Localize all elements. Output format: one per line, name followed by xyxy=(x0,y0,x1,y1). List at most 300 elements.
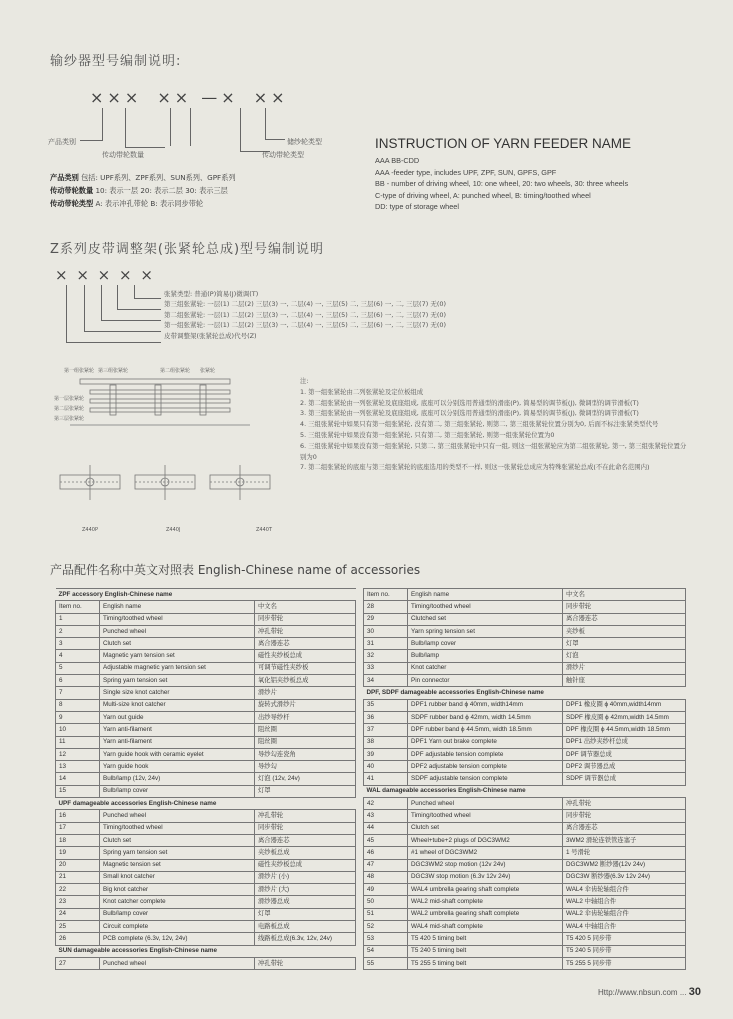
table-cell-cn: 离合器连芯 xyxy=(563,822,686,834)
table-cell-no: Item no. xyxy=(364,589,408,601)
table-cell-no: 54 xyxy=(364,945,408,957)
table-cell-cn: T5 255 5 同步带 xyxy=(563,957,686,969)
table-cell-cn: 滑纱器总成 xyxy=(255,896,356,908)
table-cell-cn: 磁性夹纱板总成 xyxy=(255,859,356,871)
table-section-row xyxy=(56,589,356,601)
table-cell-no: 32 xyxy=(364,650,408,662)
z-legend-line: 第三组张紧轮: 一层(1) 二层(2) 三层(3) 一, 二层(4) 一, 三层(5) 二, 三层(6) 一, 二, 三层(7) 无(0) xyxy=(164,300,447,309)
table-section-row xyxy=(364,785,686,797)
table-cell-en: DPF rubber band ϕ 44.5mm, width 18.5mm xyxy=(408,724,563,736)
table-row xyxy=(364,921,686,933)
table-section-title: DPF, SDPF damageable accessories English-Chinese name xyxy=(364,687,686,699)
table-cell-no: 34 xyxy=(364,675,408,687)
table-row xyxy=(364,601,686,613)
table-cell-cn: T5 420 5 同步带 xyxy=(563,933,686,945)
table-cell-no: 38 xyxy=(364,736,408,748)
table-cell-no: 6 xyxy=(56,675,100,687)
table-row xyxy=(56,957,356,969)
table-row xyxy=(56,675,356,687)
z-legend-line: 皮带调整架(张紧轮总成)代号(Z) xyxy=(164,331,257,340)
cn-def-row xyxy=(50,171,236,184)
note-item: 5. 三组张紧轮中如果没有第一组张紧轮, 只有第二, 第三组张紧轮, 则第一组张紧轮位置为0 xyxy=(300,430,555,439)
en-instruction-body xyxy=(375,155,628,213)
table-cell-cn: 冲孔带轮 xyxy=(255,625,356,637)
table-cell-no: 20 xyxy=(56,859,100,871)
table-cell-en: WAL4 umbrella gearing shaft complete xyxy=(408,884,563,896)
table-cell-cn: DPF 橡皮圈 ϕ 44.5mm,width 18.5mm xyxy=(563,724,686,736)
code-x: × xyxy=(271,88,289,107)
table-cell-en: Bulb/lamp cover xyxy=(100,908,255,920)
table-cell-en: PCB complete (6.3v, 12v, 24v) xyxy=(100,933,255,945)
table-cell-cn: 导纱勾 xyxy=(255,761,356,773)
table-cell-no: 30 xyxy=(364,625,408,637)
table-cell-cn: 冲孔带轮 xyxy=(255,810,356,822)
table-cell-cn: 1 号滑轮 xyxy=(563,847,686,859)
page-footer: Http://www.nbsun.com ... 30 xyxy=(598,986,701,998)
table-row xyxy=(56,884,356,896)
table-row xyxy=(364,822,686,834)
table-cell-cn: 同步带轮 xyxy=(255,822,356,834)
z-legend-line: 张紧类型: 普通(P)简易(J)微调(T) xyxy=(164,290,259,298)
table-cell-no: 11 xyxy=(56,736,100,748)
note-item: 6. 三组张紧轮中如果没有第一组张紧轮, 只第二, 第三组张紧轮中只有一组, 则这一组张紧轮应为第二组张紧轮, 第一, 第三组张紧轮位置分别为0 xyxy=(300,441,687,461)
table-cell-en: Punched wheel xyxy=(100,625,255,637)
table-row xyxy=(56,687,356,699)
table-row xyxy=(56,625,356,637)
table-row xyxy=(56,748,356,760)
table-cell-cn: DPF2 调节器总成 xyxy=(563,761,686,773)
en-line: DD: type of storage wheel xyxy=(375,202,459,211)
table-cell-no: 25 xyxy=(56,921,100,933)
table-cell-en: Pin connector xyxy=(408,675,563,687)
table-cell-cn: WAL4 伞齿轮轴组合件 xyxy=(563,884,686,896)
table-row xyxy=(56,921,356,933)
table-cell-en: Yarn guide hook with ceramic eyelet xyxy=(100,748,255,760)
table-cell-en: Punched wheel xyxy=(100,957,255,969)
table-cell-cn: 阻丝圈 xyxy=(255,736,356,748)
table-cell-en: Bulb/lamp cover xyxy=(100,785,255,797)
fig-label: 第二组张紧轮 xyxy=(160,368,191,374)
table-cell-no: 17 xyxy=(56,822,100,834)
z-code-pattern: × × × × × xyxy=(55,266,155,284)
table-cell-no: 28 xyxy=(364,601,408,613)
table-cell-no: 37 xyxy=(364,724,408,736)
cn-def-term: 产品类别 xyxy=(50,173,79,182)
table-cell-en: Punched wheel xyxy=(408,798,563,810)
table-cell-cn: DGC3W 断纱器(6.3v 12v 24v) xyxy=(563,871,686,883)
table-cell-cn: 线路板总成(6.3v, 12v, 24v) xyxy=(255,933,356,945)
table-row xyxy=(56,785,356,797)
note-item: 1. 第一组张紧轮由二列张紧轮及定位板组成 xyxy=(300,387,424,396)
table-cell-en: DGC3WM2 stop motion (12v 24v) xyxy=(408,859,563,871)
table-row xyxy=(56,908,356,920)
label-product-type: 产品类别 xyxy=(48,138,76,146)
table-cell-no: 50 xyxy=(364,896,408,908)
table-cell-en: Spring yarn tension set xyxy=(100,675,255,687)
table-cell-cn: 旋转式滑纱片 xyxy=(255,699,356,711)
table-row xyxy=(56,933,356,945)
label-storage-type: 储纱轮类型 xyxy=(287,138,322,146)
table-section-title: WAL damageable accessories English-Chinese name xyxy=(364,785,686,797)
table-cell-en: Yarn guide hook xyxy=(100,761,255,773)
tension-assembly-drawings xyxy=(50,365,290,545)
table-cell-cn: 夹纱板 xyxy=(563,625,686,637)
en-line: C-type of driving wheel, A: punched wheel, B: timing/toothed wheel xyxy=(375,190,591,200)
table-cell-cn: 同步带轮 xyxy=(563,810,686,822)
table-cell-cn: 导纱勾连瓷角 xyxy=(255,748,356,760)
table-cell-cn: 冲孔带轮 xyxy=(255,957,356,969)
table-cell-cn: SDPF 调节器总成 xyxy=(563,773,686,785)
table-row xyxy=(364,896,686,908)
table-cell-cn: 同步带轮 xyxy=(255,613,356,625)
table-row xyxy=(56,662,356,674)
table-cell-cn: DPF1 出纱夹纱杆总成 xyxy=(563,736,686,748)
table-cell-no: 52 xyxy=(364,921,408,933)
table-cell-no: 47 xyxy=(364,859,408,871)
table-cell-no: 53 xyxy=(364,933,408,945)
table-cell-cn: DPF1 橡皮圈 ϕ 40mm,width14mm xyxy=(563,699,686,711)
table-cell-no: 46 xyxy=(364,847,408,859)
table-cell-en: Yarn anti-filament xyxy=(100,724,255,736)
table-row xyxy=(364,859,686,871)
label-wheel-type: 传动带轮类型 xyxy=(262,151,304,159)
code-x: × xyxy=(253,88,272,107)
model-code-pattern xyxy=(90,88,289,107)
table-cell-cn: 阻丝圈 xyxy=(255,724,356,736)
cn-def-term: 传动带轮类型 xyxy=(50,199,94,208)
table-cell-no: 51 xyxy=(364,908,408,920)
table-row xyxy=(364,834,686,846)
table-cell-no: 2 xyxy=(56,625,100,637)
table-cell-en: Yarn spring tension set xyxy=(408,625,563,637)
table-cell-no: 1 xyxy=(56,613,100,625)
table-cell-en: DPF adjustable tension complete xyxy=(408,748,563,760)
table-cell-no: 3 xyxy=(56,638,100,650)
table-row xyxy=(56,871,356,883)
code-x: × xyxy=(107,88,125,107)
table-cell-cn: 灯罩 xyxy=(563,638,686,650)
table-cell-en: Spring yarn tension set xyxy=(100,847,255,859)
table-cell-en: DPF2 adjustable tension complete xyxy=(408,761,563,773)
table-cell-en: DPF1 Yarn out brake complete xyxy=(408,736,563,748)
table-cell-no: 16 xyxy=(56,810,100,822)
fig-label: 第一层张紧轮 xyxy=(54,396,85,402)
table-row xyxy=(56,859,356,871)
table-cell-en: SDPF adjustable tension complete xyxy=(408,773,563,785)
table-cell-no: 27 xyxy=(56,957,100,969)
assembly-drawing-svg xyxy=(50,365,290,545)
note-item: 7. 第二组张紧轮的底座与第三组张紧轮的底座选用的类型不一样, 则这一张紧轮总成应为特殊张紧轮总成(不在此命名范围内) xyxy=(300,463,650,472)
table-cell-en: DPF1 rubber band ϕ 40mm, width14mm xyxy=(408,699,563,711)
table-section-row xyxy=(56,945,356,957)
notes-title: 注: xyxy=(300,377,309,385)
table-cell-no: 18 xyxy=(56,834,100,846)
table-cell-cn: 灯泡 xyxy=(563,650,686,662)
accessories-table-right xyxy=(363,588,686,970)
table-cell-cn: 冲孔带轮 xyxy=(563,798,686,810)
table-cell-en: Yarn out guide xyxy=(100,711,255,723)
table-cell-en: Bulb/lamp xyxy=(408,650,563,662)
table-cell-no: 36 xyxy=(364,711,408,723)
fig-label: 张紧轮 xyxy=(200,368,216,374)
table-cell-cn: SDPF 橡皮圈 ϕ 42mm,width 14.5mm xyxy=(563,711,686,723)
table-cell-en: T5 255 5 timing belt xyxy=(408,957,563,969)
table-row xyxy=(56,601,356,613)
table-cell-en: Bulb/lamp (12v, 24v) xyxy=(100,773,255,785)
table-cell-no: 49 xyxy=(364,884,408,896)
table-cell-cn: 可调节磁性夹纱板 xyxy=(255,662,356,674)
cn-def-text: A: 表示冲孔带轮 B: 表示同步带轮 xyxy=(95,199,204,208)
section-title-accessories: 产品配件名称中英文对照表 English-Chinese name of accessories xyxy=(50,563,421,577)
table-cell-no: 15 xyxy=(56,785,100,797)
table-cell-no: 10 xyxy=(56,724,100,736)
table-row xyxy=(364,933,686,945)
table-cell-cn: 滑纱片 xyxy=(255,687,356,699)
table-row xyxy=(364,625,686,637)
table-cell-en: Knot catcher xyxy=(408,662,563,674)
table-row xyxy=(56,650,356,662)
cn-definitions xyxy=(50,171,236,210)
table-row xyxy=(56,822,356,834)
table-cell-no: 39 xyxy=(364,748,408,760)
code-x: × xyxy=(174,88,193,107)
table-row xyxy=(56,711,356,723)
table-section-title: UPF damageable accessories English-Chinese name xyxy=(56,798,356,810)
cn-def-term: 传动带轮数量 xyxy=(50,186,94,195)
z-legend-line: 第一组张紧轮: 一层(1) 二层(2) 三层(3) 一, 二层(4) 一, 三层(5) 二, 三层(6) 一, 二, 三层(7) 无(0) xyxy=(164,321,447,330)
table-cell-no: 22 xyxy=(56,884,100,896)
table-cell-no: 4 xyxy=(56,650,100,662)
table-row xyxy=(364,884,686,896)
accessories-table-left xyxy=(55,588,356,970)
table-cell-no: 9 xyxy=(56,711,100,723)
table-row xyxy=(364,613,686,625)
table-cell-cn: 电路板总成 xyxy=(255,921,356,933)
table-row xyxy=(56,724,356,736)
table-row xyxy=(364,773,686,785)
cn-def-row xyxy=(50,197,236,210)
table-section-row xyxy=(364,687,686,699)
code-x: × xyxy=(157,88,175,107)
table-cell-cn: 离合器连芯 xyxy=(255,834,356,846)
cn-def-text: 10: 表示一层 20: 表示二层 30: 表示三层 xyxy=(95,186,228,195)
table-row xyxy=(56,834,356,846)
table-cell-en: Multi-size knot catcher xyxy=(100,699,255,711)
table-row xyxy=(364,724,686,736)
table-cell-en: Clutched set xyxy=(408,613,563,625)
fig-label: 第三组张紧轮 xyxy=(98,368,129,374)
table-row xyxy=(364,810,686,822)
table-row xyxy=(364,675,686,687)
table-row xyxy=(56,699,356,711)
table-cell-cn: 触针座 xyxy=(563,675,686,687)
table-section-row xyxy=(56,798,356,810)
table-cell-cn: T5 240 5 同步带 xyxy=(563,945,686,957)
table-cell-en: Big knot catcher xyxy=(100,884,255,896)
table-row xyxy=(364,662,686,674)
table-row xyxy=(364,589,686,601)
table-cell-cn: 3WM2 滑轮连铁管连塞子 xyxy=(563,834,686,846)
table-cell-en: Timing/toothed wheel xyxy=(100,822,255,834)
table-cell-cn: 离合器连芯 xyxy=(563,613,686,625)
table-cell-cn: 出纱导纱杆 xyxy=(255,711,356,723)
table-cell-en: Clutch set xyxy=(100,638,255,650)
table-cell-no: 14 xyxy=(56,773,100,785)
page-number: 30 xyxy=(688,986,701,998)
table-cell-en: Single size knot catcher xyxy=(100,687,255,699)
model-label-z440t: Z440T xyxy=(256,527,273,533)
z-series-notes xyxy=(300,376,690,473)
table-cell-cn: WAL2 伞齿轮轴组合件 xyxy=(563,908,686,920)
table-cell-no: 45 xyxy=(364,834,408,846)
table-cell-no: 5 xyxy=(56,662,100,674)
table-cell-no: 12 xyxy=(56,748,100,760)
table-row xyxy=(364,908,686,920)
table-cell-en: WAL2 mid-shaft complete xyxy=(408,896,563,908)
table-cell-cn: 灯罩 xyxy=(255,785,356,797)
table-row xyxy=(56,847,356,859)
table-cell-en: Magnetic yarn tension set xyxy=(100,650,255,662)
footer-url: Http://www.nbsun.com xyxy=(598,988,678,997)
table-cell-cn: 滑纱片 (大) xyxy=(255,884,356,896)
table-row xyxy=(364,847,686,859)
table-cell-no: 23 xyxy=(56,896,100,908)
table-cell-cn: DGC3WM2 断纱器(12v 24v) xyxy=(563,859,686,871)
table-row xyxy=(364,957,686,969)
table-cell-cn: 夹纱板总成 xyxy=(255,847,356,859)
table-row xyxy=(56,736,356,748)
fig-label: 第三层张紧轮 xyxy=(54,416,85,422)
table-cell-en: Punched wheel xyxy=(100,810,255,822)
cn-def-text: 包括: UPF系列、ZPF系列、SUN系列、GPF系列 xyxy=(81,173,236,182)
section-title-z-series: Z系列皮带调整架(张紧轮总成)型号编制说明 xyxy=(50,242,325,257)
table-row xyxy=(364,711,686,723)
table-row xyxy=(56,896,356,908)
table-cell-cn: DPF 调节器总成 xyxy=(563,748,686,760)
en-line: AAA BB-CDD xyxy=(375,156,420,165)
table-cell-en: Bulb/lamp cover xyxy=(408,638,563,650)
table-cell-no: 44 xyxy=(364,822,408,834)
table-cell-no: 41 xyxy=(364,773,408,785)
table-section-title: ZPF accessory English-Chinese name xyxy=(56,589,356,601)
table-cell-en: Small knot catcher xyxy=(100,871,255,883)
table-cell-en: Circuit complete xyxy=(100,921,255,933)
table-cell-en: Timing/toothed wheel xyxy=(408,601,563,613)
table-row xyxy=(364,761,686,773)
table-cell-cn: 中文名 xyxy=(563,589,686,601)
table-cell-no: 8 xyxy=(56,699,100,711)
table-cell-no: 29 xyxy=(364,613,408,625)
table-cell-en: T5 240 5 timing belt xyxy=(408,945,563,957)
table-cell-en: English name xyxy=(100,601,255,613)
table-cell-en: Knot catcher complete xyxy=(100,896,255,908)
table-section-title: SUN damageable accessories English-Chinese name xyxy=(56,945,356,957)
code-x: × xyxy=(221,88,239,107)
table-row xyxy=(364,736,686,748)
table-row xyxy=(364,699,686,711)
table-row xyxy=(364,748,686,760)
model-label-z440p: Z440P xyxy=(82,527,98,533)
section-title-feeder-model: 输纱器型号编制说明: xyxy=(50,54,182,69)
code-x: × xyxy=(90,88,108,107)
label-driving-wheel: 传动带轮数量 xyxy=(102,151,144,159)
table-cell-cn: 同步带轮 xyxy=(563,601,686,613)
table-cell-en: Timing/toothed wheel xyxy=(100,613,255,625)
table-row xyxy=(364,871,686,883)
table-cell-en: T5 420 5 timing belt xyxy=(408,933,563,945)
table-cell-en: #1 wheel of DGC3WM2 xyxy=(408,847,563,859)
en-line: AAA -feeder type, includes UPF, ZPF, SUN, GPFS, GPF xyxy=(375,167,557,177)
table-row xyxy=(56,638,356,650)
table-cell-no: 24 xyxy=(56,908,100,920)
table-cell-cn: 中文名 xyxy=(255,601,356,613)
code-dash: — xyxy=(201,88,222,107)
table-row xyxy=(364,798,686,810)
table-cell-no: 42 xyxy=(364,798,408,810)
code-x: × xyxy=(124,88,143,107)
table-cell-en: Timing/toothed wheel xyxy=(408,810,563,822)
table-cell-no: 40 xyxy=(364,761,408,773)
note-item: 4. 三组张紧轮中如果只有第一组张紧轮, 没有第二, 第三组张紧轮, 则第二, 第三组张紧轮位置分别为0, 后面不标注张紧类型代号 xyxy=(300,420,659,429)
table-cell-cn: WAL4 中轴组合件 xyxy=(563,921,686,933)
table-cell-en: WAL2 umbrella gearing shaft complete xyxy=(408,908,563,920)
table-cell-en: Adjustable magnetic yarn tension set xyxy=(100,662,255,674)
table-row xyxy=(364,945,686,957)
table-cell-no: Item no. xyxy=(56,601,100,613)
table-cell-no: 21 xyxy=(56,871,100,883)
table-cell-en: Wheel+tube+2 plugs of DGC3WM2 xyxy=(408,834,563,846)
table-cell-no: 48 xyxy=(364,871,408,883)
table-cell-cn: 灯泡 (12v, 24v) xyxy=(255,773,356,785)
en-line: BB - number of driving wheel, 10: one wheel, 20: two wheels, 30: three wheels xyxy=(375,179,629,188)
table-row xyxy=(364,650,686,662)
table-cell-cn: 氧化铝夹纱板总成 xyxy=(255,675,356,687)
table-cell-no: 33 xyxy=(364,662,408,674)
table-cell-no: 19 xyxy=(56,847,100,859)
table-cell-en: Yarn anti-filament xyxy=(100,736,255,748)
table-cell-en: Magnetic tension set xyxy=(100,859,255,871)
table-row xyxy=(56,773,356,785)
model-label-z440j: Z440J xyxy=(166,527,181,533)
table-cell-en: Clutch set xyxy=(100,834,255,846)
table-cell-no: 35 xyxy=(364,699,408,711)
table-row xyxy=(364,638,686,650)
table-cell-cn: WAL2 中轴组合件 xyxy=(563,896,686,908)
table-cell-no: 7 xyxy=(56,687,100,699)
table-cell-cn: 离合器连芯 xyxy=(255,638,356,650)
table-cell-en: DGC3W stop motion (6.3v 12v 24v) xyxy=(408,871,563,883)
table-cell-en: SDPF rubber band ϕ 42mm, width 14.5mm xyxy=(408,711,563,723)
table-cell-no: 13 xyxy=(56,761,100,773)
table-cell-cn: 滑纱片 xyxy=(563,662,686,674)
en-instruction-title: INSTRUCTION OF YARN FEEDER NAME xyxy=(375,136,632,151)
table-cell-cn: 滑纱片 (小) xyxy=(255,871,356,883)
table-cell-en: Clutch set xyxy=(408,822,563,834)
table-cell-cn: 磁性夹纱板总成 xyxy=(255,650,356,662)
table-cell-no: 55 xyxy=(364,957,408,969)
table-cell-en: English name xyxy=(408,589,563,601)
fig-label: 第一组张紧轮 xyxy=(64,368,95,374)
table-cell-no: 26 xyxy=(56,933,100,945)
table-row xyxy=(56,810,356,822)
cn-def-row xyxy=(50,184,236,197)
table-cell-no: 31 xyxy=(364,638,408,650)
note-item: 2. 第二组张紧轮由一列张紧轮及底座组成, 底座可以分别选用普通型的滑座(P), 简易型的调节板(J), 微调型的调节滑板(T) xyxy=(300,398,639,407)
fig-label: 第二层张紧轮 xyxy=(54,406,85,412)
z-legend-line: 第二组张紧轮: 一层(1) 二层(2) 三层(3) 一, 二层(4) 一, 三层(5) 二, 三层(6) 一, 二, 三层(7) 无(0) xyxy=(164,310,447,319)
table-row xyxy=(56,613,356,625)
table-cell-cn: 灯罩 xyxy=(255,908,356,920)
